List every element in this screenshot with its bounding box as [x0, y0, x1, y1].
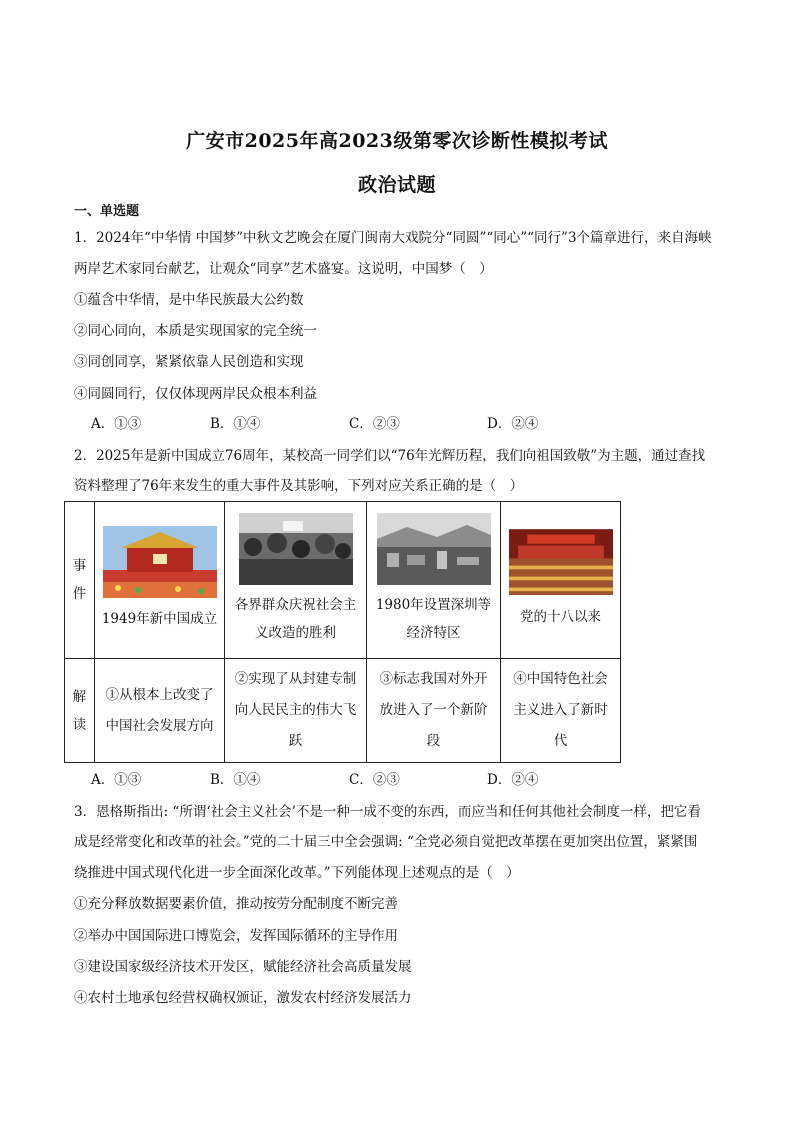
- reading-1: ①从根本上改变了中国社会发展方向: [95, 659, 225, 763]
- events-table: [64, 501, 621, 763]
- q3-option-4: ④农村土地承包经营权确权颁证，激发农村经济发展活力: [74, 990, 412, 1006]
- event-label-4: 党的十八以来: [520, 609, 601, 625]
- q2-choice-a[interactable]: A．①③: [91, 772, 142, 788]
- event-cell-3: [367, 502, 501, 659]
- q3-stem-line3: 绕推进中国式现代化进一步全面深化改革。”下列能体现上述观点的是（ ）: [74, 865, 520, 881]
- crowd-celebration-photo: [234, 513, 358, 585]
- event-label-1: 1949年新中国成立: [101, 611, 218, 627]
- q2-stem-line1: 2．2025年是新中国成立76周年，某校高一同学们以“76年光辉历程，我们向祖国致敬”为主题，通过查找: [74, 448, 706, 464]
- q1-choice-b[interactable]: B．①④: [210, 416, 261, 432]
- event-cell-2: [225, 502, 367, 659]
- events-row: [65, 502, 621, 659]
- q3-option-1: ①充分释放数据要素价值，推动按劳分配制度不断完善: [74, 896, 398, 912]
- q2-choice-d[interactable]: D．②④: [487, 772, 539, 788]
- q3-stem-line1: 3．恩格斯指出: “所谓‘社会主义社会’不是一种一成不变的东西，而应当和任何其他社会制度一样，把它看: [74, 804, 701, 820]
- q2-stem-line2: 资料整理了76年来发生的重大事件及其影响，下列对应关系正确的是（ ）: [74, 478, 524, 494]
- reading-3: ③标志我国对外开放进入了一个新阶段: [367, 659, 501, 763]
- q3-stem-line2: 成是经常变化和改革的社会。”党的二十届三中全会强调: “全党必须自觉把改革摆在更加突出位置，紧紧围: [74, 834, 698, 850]
- q1-choice-c[interactable]: C．②③: [349, 416, 400, 432]
- q1-option-2: ②同心同向，本质是实现国家的完全统一: [74, 323, 317, 339]
- q2-choice-b[interactable]: B．①④: [210, 772, 261, 788]
- q1-choice-a[interactable]: A．①③: [91, 416, 142, 432]
- events-row-header: 事件: [65, 502, 95, 659]
- reading-2: ②实现了从封建专制向人民民主的伟大飞跃: [225, 659, 367, 763]
- section-heading: 一、单选题: [74, 204, 140, 219]
- q1-choice-d[interactable]: D．②④: [487, 416, 539, 432]
- q1-stem-line1: 1．2024年“中华情 中国梦”中秋文艺晚会在厦门闽南大戏院分“同圆”“同心”“同行”3个篇章进行，来自海峡: [74, 230, 712, 246]
- event-label-2: 各界群众庆祝社会主义改造的胜利: [234, 597, 357, 641]
- event-cell-1: [95, 502, 225, 659]
- q1-option-1: ①蕴含中华情，是中华民族最大公约数: [74, 292, 304, 308]
- tiananmen-photo: [103, 526, 217, 598]
- q2-choice-c[interactable]: C．②③: [349, 772, 400, 788]
- event-label-3: 1980年设置深圳等经济特区: [375, 597, 492, 641]
- q1-option-4: ④同圆同行，仅仅体现两岸民众根本利益: [74, 386, 317, 402]
- q1-option-3: ③同创同享，紧紧依靠人民创造和实现: [74, 354, 304, 370]
- page-title: 广安市2025年高2023级第零次诊断性模拟考试: [186, 130, 608, 152]
- event-cell-4: [501, 502, 621, 659]
- readings-row-header: 解读: [65, 659, 95, 763]
- readings-row: [65, 659, 621, 763]
- q3-option-2: ②举办中国国际进口博览会，发挥国际循环的主导作用: [74, 928, 398, 944]
- shenzhen-photo: [377, 513, 491, 585]
- q3-option-3: ③建设国家级经济技术开发区，赋能经济社会高质量发展: [74, 959, 412, 975]
- page-subtitle: 政治试题: [357, 174, 436, 196]
- q1-stem-line2: 两岸艺术家同台献艺，让观众“同享”艺术盛宴。这说明，中国梦（ ）: [74, 261, 493, 277]
- party-congress-photo: [509, 528, 613, 596]
- reading-4: ④中国特色社会主义进入了新时代: [501, 659, 621, 763]
